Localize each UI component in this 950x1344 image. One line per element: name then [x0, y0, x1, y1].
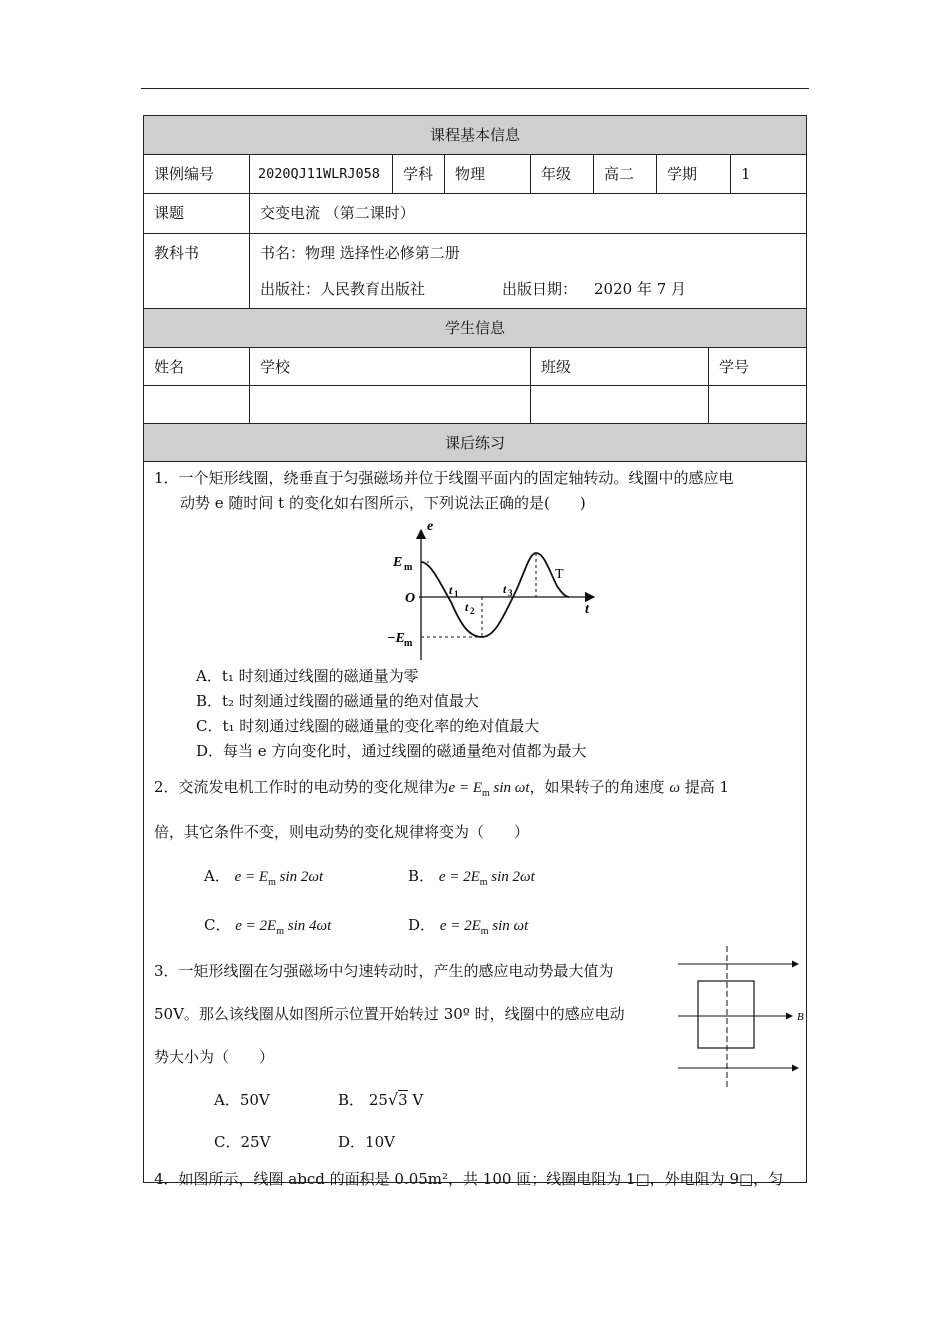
q1-option-a: A．t₁ 时刻通过线圈的磁通量为零	[196, 667, 419, 685]
T-label: T	[555, 567, 564, 582]
q2-line1	[154, 776, 729, 799]
pub-date-label: 出版日期：	[502, 280, 578, 298]
exercises-header: 课后练习	[144, 424, 806, 462]
q1-line2: 动势 e 随时间 t 的变化如右图所示，下列说法正确的是( )	[180, 494, 586, 512]
course-info-header: 课程基本信息	[144, 116, 806, 155]
exercises-body	[144, 462, 806, 1188]
q3-line3: 势大小为（ ）	[154, 1048, 275, 1066]
q2-line1b: ，如果转子的角速度	[529, 778, 665, 796]
q2-option-d-tail: sin ωt	[488, 918, 529, 934]
q3-coil-figure	[674, 946, 808, 1096]
student-id-label: 学号	[719, 358, 750, 376]
q2-option-b	[408, 865, 535, 888]
case-no-value: 2020QJ11WLRJ058	[250, 155, 393, 193]
em-sub: m	[404, 562, 413, 573]
q2-line1a: 2．交流发电机工作时的电动势的变化规律为	[154, 778, 449, 796]
q1-line1: 1．一个矩形线圈，绕垂直于匀强磁场并位于线圈平面内的固定轴转动。线圈中的感应电	[154, 469, 734, 487]
q3-option-c: C．25V	[214, 1133, 271, 1151]
t3-label: t	[503, 582, 507, 596]
school-field[interactable]	[250, 386, 531, 423]
q2-option-b-sub: m	[479, 877, 488, 888]
q3-option-b-unit: V	[407, 1091, 424, 1109]
q2-option-a-label: A．	[204, 867, 230, 885]
case-no-label: 课例编号	[144, 155, 250, 193]
header-rule	[141, 88, 809, 89]
term-value: 1	[741, 165, 751, 183]
publisher: 出版社：人民教育出版社	[260, 280, 426, 298]
neg-em-label: −E	[387, 631, 405, 646]
grade-label: 年级	[531, 155, 594, 193]
q3-line2: 50V。那么该线圈从如图所示位置开始转过 30º 时，线圈中的感应电动	[154, 1005, 625, 1023]
e-axis-label: e	[427, 519, 434, 534]
school-label: 学校	[250, 348, 531, 385]
q2-option-a	[204, 865, 323, 888]
q2-formula: e = E	[448, 780, 482, 796]
q3-option-b-num: 25	[368, 1091, 388, 1109]
q2-option-b-expr: e = 2E	[438, 869, 480, 885]
coil-rect	[698, 981, 754, 1048]
q2-option-a-expr: e = E	[234, 869, 269, 885]
q3-option-b-label: B．	[338, 1091, 365, 1109]
q2-option-c-tail: sin 4ωt	[284, 918, 332, 934]
grade-value: 高二	[594, 155, 657, 193]
q2-line1c: 提高 1	[684, 778, 730, 796]
subject-label: 学科	[393, 155, 445, 193]
t2-label: t	[465, 600, 469, 614]
class-field[interactable]	[531, 386, 709, 423]
q2-option-a-tail: sin 2ωt	[275, 869, 324, 885]
student-id-field[interactable]	[709, 386, 808, 423]
book-name: 书名：物理 选择性必修第二册	[260, 244, 460, 262]
neg-em-sub: m	[404, 638, 413, 649]
textbook-row	[144, 234, 806, 309]
q3-option-d: D．10V	[338, 1133, 395, 1151]
q2-option-c	[204, 914, 331, 937]
q2-option-d-sub: m	[480, 926, 489, 937]
field-b-label: B	[797, 1011, 804, 1023]
textbook-label: 教科书	[144, 234, 250, 308]
q2-option-c-expr: e = 2E	[235, 918, 277, 934]
q2-option-c-sub: m	[276, 926, 284, 937]
name-label: 姓名	[144, 348, 250, 385]
pub-date: 2020 年 7 月	[594, 280, 687, 298]
q3-line1: 3．一矩形线圈在匀强磁场中匀速转动时，产生的感应电动势最大值为	[154, 962, 614, 980]
q3-option-a: A．50V	[214, 1091, 270, 1109]
t1-sub: 1	[454, 589, 459, 599]
q2-formula-tail: sin ωt	[489, 780, 530, 796]
q3-option-b: B． 25√3 V	[338, 1090, 424, 1109]
t-axis-label: t	[585, 602, 589, 617]
subject-value: 物理	[445, 155, 531, 193]
t3-sub: 3	[508, 588, 513, 598]
q3-option-b-radicand: 3	[398, 1091, 408, 1109]
term-label: 学期	[657, 155, 731, 193]
q2-omega: ω	[669, 780, 680, 796]
q2-line2: 倍，其它条件不变，则电动势的变化规律将变为（ ）	[154, 823, 530, 841]
case-row	[144, 155, 806, 194]
q2-option-d	[408, 914, 528, 937]
q2-formula-sub: m	[482, 788, 490, 799]
class-label: 班级	[531, 348, 709, 385]
q2-option-a-sub: m	[268, 877, 276, 888]
worksheet-table	[143, 115, 807, 1188]
origin-label: O	[405, 591, 416, 606]
topic-value: 交变电流 （第二课时）	[260, 204, 415, 222]
em-label: E	[393, 555, 403, 570]
q2-option-c-label: C．	[204, 916, 231, 934]
q1-option-b: B．t₂ 时刻通过线圈的磁通量的绝对值最大	[196, 692, 479, 710]
student-label-row	[144, 348, 806, 386]
q1-option-c: C．t₁ 时刻通过线圈的磁通量的变化率的绝对值最大	[196, 717, 540, 735]
q1-sine-figure	[389, 510, 599, 660]
t1-label: t	[449, 583, 453, 597]
name-field[interactable]	[144, 386, 250, 423]
q4-line1: 4．如图所示，线圈 abcd 的面积是 0.05m²，共 100 匝；线圈电阻为 1□，外电阻为 9□，匀	[154, 1170, 784, 1188]
emf-curve	[421, 553, 569, 637]
q2-option-b-label: B．	[408, 867, 435, 885]
q1-option-d: D．每当 e 方向变化时，通过线圈的磁通量绝对值都为最大	[196, 742, 587, 760]
textbook-info	[250, 234, 808, 308]
t2-sub: 2	[470, 606, 475, 616]
q2-option-b-tail: sin 2ωt	[487, 869, 535, 885]
student-info-header: 学生信息	[144, 309, 806, 348]
topic-row	[144, 194, 806, 234]
student-input-row	[144, 386, 806, 424]
q2-option-d-label: D．	[408, 916, 436, 934]
q2-option-d-expr: e = 2E	[439, 918, 481, 934]
topic-label: 课题	[144, 194, 250, 233]
